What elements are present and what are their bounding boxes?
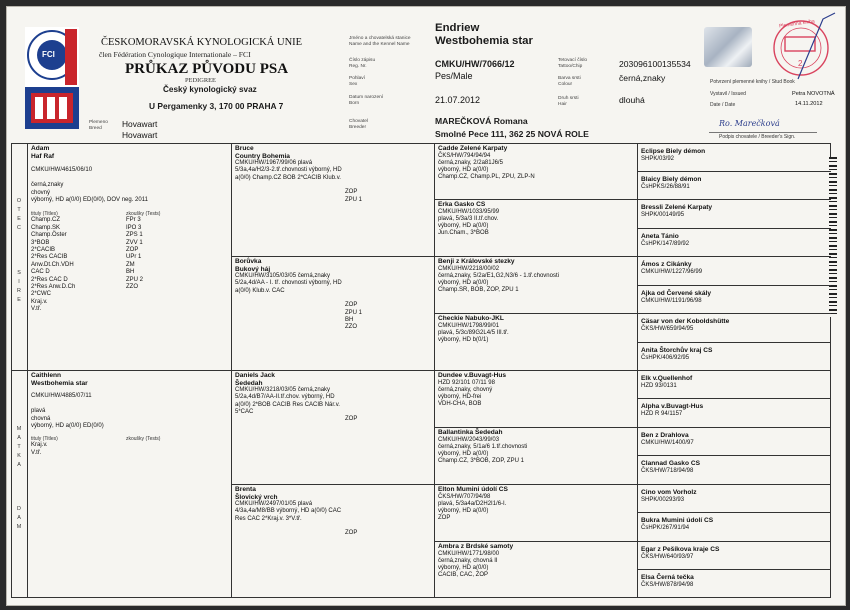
ancestor-name: Ballantinka Šededah (438, 429, 503, 436)
side-label-mother: M A T K A (16, 426, 22, 468)
sire-titles-label: tituly (Titles) (31, 211, 58, 218)
ancestor-name: Anita Štorchův kraj CS (641, 347, 713, 354)
ancestor-name: Elsa Černá tečka (641, 574, 694, 581)
ancestor-name: Blaicy Biely démon (641, 176, 702, 183)
breed-value-en: Hovawart (122, 130, 158, 140)
gen4-cell (638, 257, 829, 285)
pedigree-document (6, 6, 846, 606)
ancestor-reg: CMKU/HW/1400/97 (641, 439, 694, 446)
ckmu-logo (25, 27, 79, 129)
ancestor-info: CMKU/HW/3218/03/05 černá,znaky 5/2a,4d/B7/AA-II.tř.chov. výborný, HD a(0/0) 2*BOB CACIB Res CACIB Nár.v. 5*CAC (235, 387, 340, 416)
ancestor-name: Bruce Country Bohemia (235, 145, 290, 160)
side-label-sire: S I R E (17, 270, 21, 303)
ancestor-reg: SHPK/03/92 (641, 155, 675, 162)
gen4-cell (638, 314, 829, 342)
gen2-cell (232, 371, 434, 484)
ancestor-name: Brenta Šlovický vrch (235, 486, 278, 501)
org-name: ČESKOMORAVSKÁ KYNOLOGICKÁ UNIE (101, 37, 303, 48)
label-colour: Barva srsti Colour (558, 76, 581, 87)
ancestor-name: Ben z Drahlova (641, 432, 689, 439)
ancestor-reg: CMKU/HW/1191/96/98 (641, 297, 702, 304)
dog-name: Endriew (435, 22, 480, 34)
breed-label: Plemeno Breed (89, 120, 108, 131)
date-label: Date / Date (710, 102, 736, 108)
ancestor-info: CMKU/HW/2043/99/03 černá,znaky, 5/1a/6 1.tř.chovnosti výborný, HD a(0/0) Champ.CZ, 3*BOB, ZOP, ZPU 1 (438, 436, 528, 465)
gen4-cell (638, 570, 829, 597)
doc-subtitle: PEDIGREE (185, 77, 216, 84)
doc-title: PRŮKAZ PŮVODU PSA (125, 61, 289, 77)
ancestor-name: Cadde Zelené Karpaty (438, 145, 508, 152)
gen2-cell (232, 257, 434, 370)
gen4-cell (638, 286, 829, 314)
gen4-cell (638, 542, 829, 569)
gen4-cell (638, 485, 829, 512)
dam-exams-label: zkoušky (Tests) (126, 436, 161, 443)
ancestor-info: CMKU/HW/1967/99/06 plavá 5/3a,4a/H2/3-2.tř.chovnosti výborný, HD a(0/0) Champ.CZ BOB 2*CACIB Klub.v. (235, 160, 342, 181)
hologram-sticker (704, 27, 752, 67)
gen3-cell (435, 371, 637, 427)
ancestor-name: Cäsar von der Koboldshütte (641, 318, 730, 325)
ancestor-reg: ČsHPK/406/92/95 (641, 354, 690, 361)
gen2-cell (232, 485, 434, 597)
breed-value: Hovawart (122, 119, 158, 129)
label-breeder: Chovatel Breeder (349, 119, 368, 130)
ancestor-name: Ajka od Červené skály (641, 290, 712, 297)
dog-born: 21.07.2012 (435, 95, 481, 105)
gen4-cell (638, 200, 829, 228)
gen3-cell (435, 200, 637, 256)
sire-cell (28, 144, 231, 370)
ancestor-reg: ČKS/HW/718/94/98 (641, 467, 694, 474)
dog-reg-no: CMKU/HW/7066/12 (435, 59, 515, 69)
issued-label: Vystavil / Issued (710, 91, 746, 97)
sire-exams: FPr 3 IPO 3 ZPS 1 ZVV 1 ZOP UPr 1 ZM BH ZPU 2 ZZO (126, 217, 144, 291)
ancestor-info: ČKS/HW/794/94/94 černá,znaky, 2/2a81J6/5 výborný, HD a(0/0) Champ.CZ, Champ.PL, ZPU, ZLP-N (438, 152, 535, 181)
sire-exams-label: zkoušky (Tests) (126, 211, 161, 218)
signature-line (709, 132, 817, 133)
signature-stroke-top (793, 11, 843, 81)
club-name: Český kynologický svaz (163, 85, 257, 94)
ancestor-name: Bressli Zelené Karpaty (641, 204, 713, 211)
sire-name: Adam Haf Raf (31, 145, 55, 160)
fci-logo-text: FCI (42, 50, 55, 59)
dog-colour: černá,znaky (619, 73, 666, 83)
ancestor-reg: SHPK/00149/95 (641, 211, 685, 218)
dam-info: plavá chovná výborný, HD a(0/0) ED(0/0) (31, 408, 104, 430)
ancestor-info: CMKU/HW/3105/03/05 černá,znaky 5/2a,4d/AA - I. tř. chovnosti výborný, HD a(0/0) Klub.v. CAC (235, 273, 342, 294)
ancestor-exams: ZOP ZPU 1 BH ZZO (345, 302, 363, 331)
gen3-cell (435, 144, 637, 199)
dog-chip: 203096100135534 (619, 59, 691, 69)
ancestor-reg: ČsHPK/267/91/94 (641, 524, 690, 531)
ancestor-name: Ambra z Brdské samoty (438, 543, 514, 550)
ancestor-reg: ČKS/HW/878/94/98 (641, 581, 694, 588)
gen3-cell (435, 485, 637, 541)
ancestor-reg: ČsHPKS/26/88/91 (641, 183, 690, 190)
ancestor-name: Borůvka Bukový háj (235, 258, 271, 273)
ancestor-reg: CMKU/HW/1227/96/99 (641, 268, 703, 275)
label-hair: Druh srsti Hair (558, 96, 579, 107)
ancestor-info: CMKU/HW/1771/98/00 černá,znaky, chovná II výborný, HD a(0/0) CACIB, CAC, ZOP (438, 550, 500, 579)
gen3-cell (435, 428, 637, 484)
stud-book-confirm-label: Potvrzení plemenné knihy / Stud Book (710, 79, 795, 85)
ancestor-reg: ČsHPK/147/89/92 (641, 240, 690, 247)
ancestor-name: Daniels Jack Šededah (235, 372, 275, 387)
org-member: člen Fédération Cynologique Internationale – FCI (99, 50, 251, 59)
ancestor-name: Dundee v.Buvagt-Hus (438, 372, 507, 379)
stamp-number: 2 (798, 59, 803, 68)
barcode-strip (829, 157, 837, 317)
ancestor-info: ČKS/HW/707/94/98 plavá, 5/3a4a/D2H2I1/6-I. výborný, HD a(0/0) ZOP (438, 493, 507, 522)
breeder-address: Smolné Pece 111, 362 25 NOVÁ ROLE (435, 129, 589, 139)
sire-reg: CMKU/HW/4615/06/10 (31, 167, 93, 174)
label-reg: Číslo zápisu Reg. Nr. (349, 58, 376, 69)
issuer-name: Petra NOVOTNÁ (792, 91, 835, 97)
ancestor-info: CMKU/HW/2218/00/02 černá,znaky, 5/2a/E1,G2,N3/6 - 1.tř.chovnosti výborný, HD a(0/0) Champ.SR, BOB, ZOP, ZPU 1 (438, 265, 559, 294)
ancestor-name: Elton Mumini údolí CS (438, 486, 508, 493)
ancestor-info: CMKU/HW/1033/95/99 plavá, 5/3a/3 II.tř.chov. výborný, HD a(0/0) Jun.Cham., 3*BOB (438, 208, 500, 237)
dam-titles-label: tituly (Titles) (31, 436, 58, 443)
stamp-text: Plemenná kniha (778, 18, 816, 30)
gen4-cell (638, 371, 829, 398)
ancestor-reg: HZD R 94/1157 (641, 410, 683, 417)
gen4-cell (638, 456, 829, 484)
sire-info: černá,znaky chovný výborný, HD a(0/0) ED(0/0), DOV neg. 2011 (31, 182, 148, 204)
label-name: Jméno a chovatelská stanice Name and the Kennel Name (349, 36, 411, 47)
gen4-cell (638, 399, 829, 427)
ancestor-info: HZD 92/101 07/11 98 černá,znaky, chovný výborný, HD-frei VDH-CHA, BOB (438, 379, 495, 408)
dam-titles: Kraj.v. V.tř. (31, 442, 48, 456)
gen4-cell (638, 513, 829, 541)
breeder-name: MAREČKOVÁ Romana (435, 116, 528, 126)
label-chip: Tetovací číslo Tattoo/Chip (558, 58, 588, 69)
ancestor-name: Erka Gasko CS (438, 201, 486, 208)
gen3-cell (435, 542, 637, 597)
club-address: U Pergamenky 3, 170 00 PRAHA 7 (149, 101, 284, 111)
ancestor-info: CMKU/HW/1798/99/01 plavá, 5/3c/89G2L4/5 III.tř. výborný, HD b(0/1) (438, 322, 509, 344)
breeder-sign-label: Podpis chovatele / Breeder's Sign. (719, 134, 796, 140)
ancestor-name: Ámos z Cikánky (641, 261, 692, 268)
ancestor-exams: ZOP (345, 530, 358, 537)
ancestor-reg: ČKS/HW/640/93/97 (641, 553, 694, 560)
ancestor-reg: ČKS/HW/659/94/95 (641, 325, 694, 332)
gen4-cell (638, 343, 829, 370)
gen4-cell (638, 172, 829, 200)
dam-reg: CMKU/HW/4885/07/11 (31, 393, 92, 400)
ancestor-name: Elk v.Quellenhof (641, 375, 693, 382)
ancestor-reg: HZD 93/0131 (641, 382, 677, 389)
gen3-cell (435, 257, 637, 313)
ancestor-name: Cino vom Vorholz (641, 489, 697, 496)
gen3-cell (435, 314, 637, 370)
ancestor-name: Benji z Královské stezky (438, 258, 515, 265)
dog-sex: Pes/Male (435, 71, 473, 81)
breeder-signature: Ro. Marečková (719, 119, 780, 128)
ancestor-info: CMKU/HW/2497/01/05 plavá 4/3a,4a/M8/BB výborný, HD a(0/0) CAC Res CAC 2*Kraj.v. 3*V.tř. (235, 501, 342, 522)
dam-cell (28, 371, 231, 597)
ancestor-name: Bukra Mumini údolí CS (641, 517, 714, 524)
dog-hair: dlouhá (619, 95, 645, 105)
gen4-cell (638, 428, 829, 455)
ancestor-name: Checkie Nabuko-JKL (438, 315, 504, 322)
ancestor-exams: ZOP (345, 416, 358, 423)
ancestor-name: Aneta Tánio (641, 233, 679, 240)
side-label-father: O T E C (16, 198, 22, 231)
dam-name: Caithlenn Westbohemia star (31, 372, 88, 387)
ancestor-name: Egar z Pešíkova kraje CS (641, 546, 720, 553)
ancestor-name: Eclipse Biely démon (641, 148, 706, 155)
side-label-dam: D A M (16, 506, 22, 530)
label-sex: Pohlaví Sex (349, 76, 365, 87)
ancestor-name: Alpha v.Buvagt-Hus (641, 403, 704, 410)
dog-kennel: Westbohemia star (435, 35, 533, 47)
gen4-cell (638, 229, 829, 257)
gen4-cell (638, 144, 829, 171)
ancestor-exams: ZOP ZPU 1 (345, 189, 363, 203)
ancestor-reg: SHPK/00293/93 (641, 496, 685, 503)
sire-titles: Champ.CZ Champ.SK Champ.Öster 3*BOB 2*CACIB 2*Res CACIB Anw.Dt.Ch.VDH CAC D 2*Res CAC D 2*Res Anw.D.Ch 2*CWC Kraj.v. V.tř. (31, 217, 76, 313)
ancestor-name: Clannad Gasko CS (641, 460, 700, 467)
issue-date: 14.11.2012 (795, 101, 823, 107)
gen2-cell (232, 144, 434, 256)
label-born: Datum narození Born (349, 95, 384, 106)
